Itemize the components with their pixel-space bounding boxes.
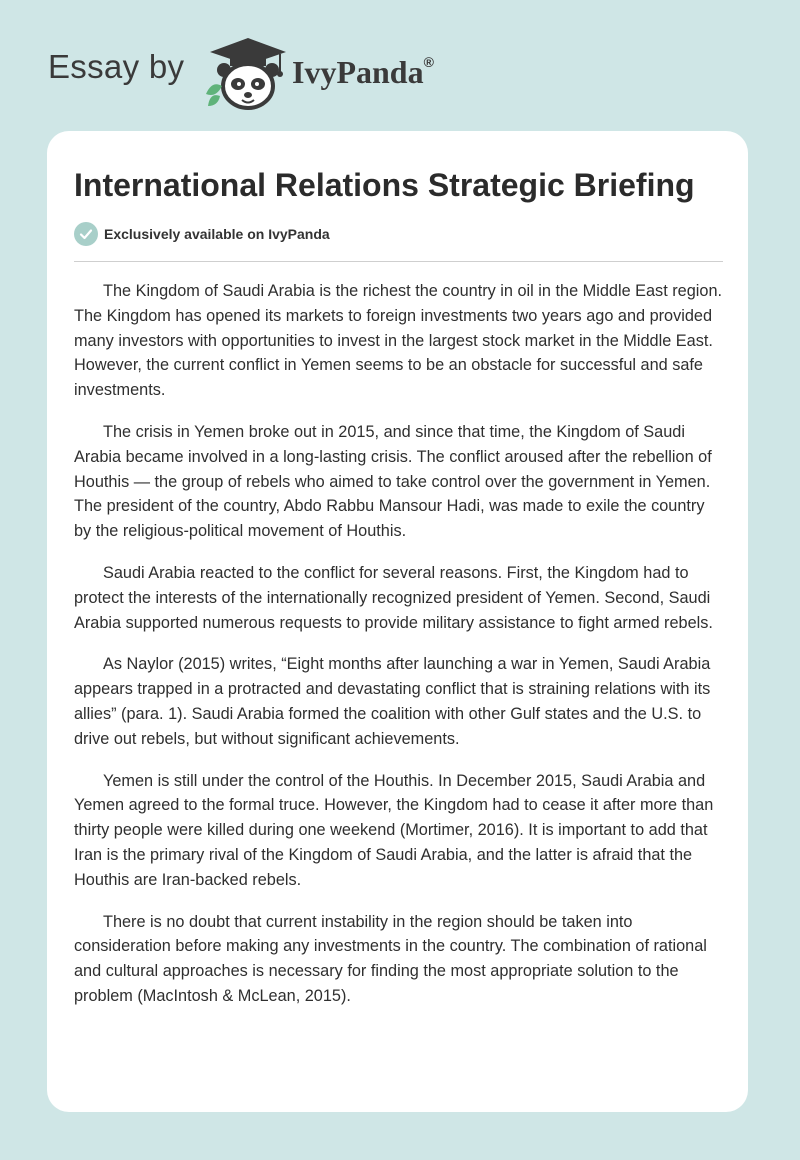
paragraph: As Naylor (2015) writes, “Eight months after launching a war in Yemen, Saudi Arabia appears trapped in a protracted and devastating conflict that is straining relations with its allies” (para. 1). Saudi Arabia formed the coalition with other Gulf states and the U.S. to drive out rebels, but without significant achievements. — [74, 655, 711, 748]
panda-graduate-icon[interactable] — [200, 34, 292, 112]
paragraph: The crisis in Yemen broke out in 2015, and since that time, the Kingdom of Saudi Arabia became involved in a long-lasting crisis. The conflict aroused after the rebellion of Houthis — the group of rebels who aimed to take control over the government in Yemen. The president of the country, Abdo Rabbu Mansour Hadi, was made to exile the country by the religious-political movement of Houthis. — [74, 422, 712, 541]
essay-card — [47, 131, 748, 1112]
page-title: International Relations Strategic Briefing — [74, 167, 695, 203]
paragraph: Yemen is still under the control of the Houthis. In December 2015, Saudi Arabia and Yemen agreed to the formal truce. However, the Kingdom had to cease it after more than thirty people were killed during one weekend (Mortimer, 2016). It is important to add that Iran is the primary rival of the Kingdom of Saudi Arabia, and the latter is afraid that the Houthis are Iran-backed rebels. — [74, 771, 714, 889]
site-header — [0, 0, 800, 130]
paragraph: The Kingdom of Saudi Arabia is the richest the country in oil in the Middle East region. The Kingdom has opened its markets to foreign investments two years ago and provided many investors with opportunities to invest in the largest stock market in the Middle East. However, the current conflict in Yemen seems to be an obstacle for successful and safe investments. — [74, 282, 723, 400]
registered-mark: ® — [423, 54, 434, 71]
brand-name[interactable] — [292, 54, 434, 91]
essay-body — [74, 279, 726, 1026]
exclusive-badge — [74, 221, 330, 247]
essay-by-label: Essay by — [48, 48, 185, 85]
exclusive-badge-text: Exclusively available on IvyPanda — [104, 226, 330, 242]
divider — [74, 261, 723, 262]
paragraph: Saudi Arabia reacted to the conflict for several reasons. First, the Kingdom had to protect the interests of the internationally recognized president of Yemen. Second, Saudi Arabia supported numerous requests to provide military assistance to fight armed rebels. — [74, 563, 713, 632]
check-icon — [74, 222, 98, 246]
brand-text: IvyPanda — [292, 54, 424, 90]
paragraph: There is no doubt that current instability in the region should be taken into consideration before making any investments in the country. The combination of rational and cultural approaches is necessary for finding the most appropriate solution to the problem (MacIntosh & McLean, 2015). — [74, 912, 707, 1005]
